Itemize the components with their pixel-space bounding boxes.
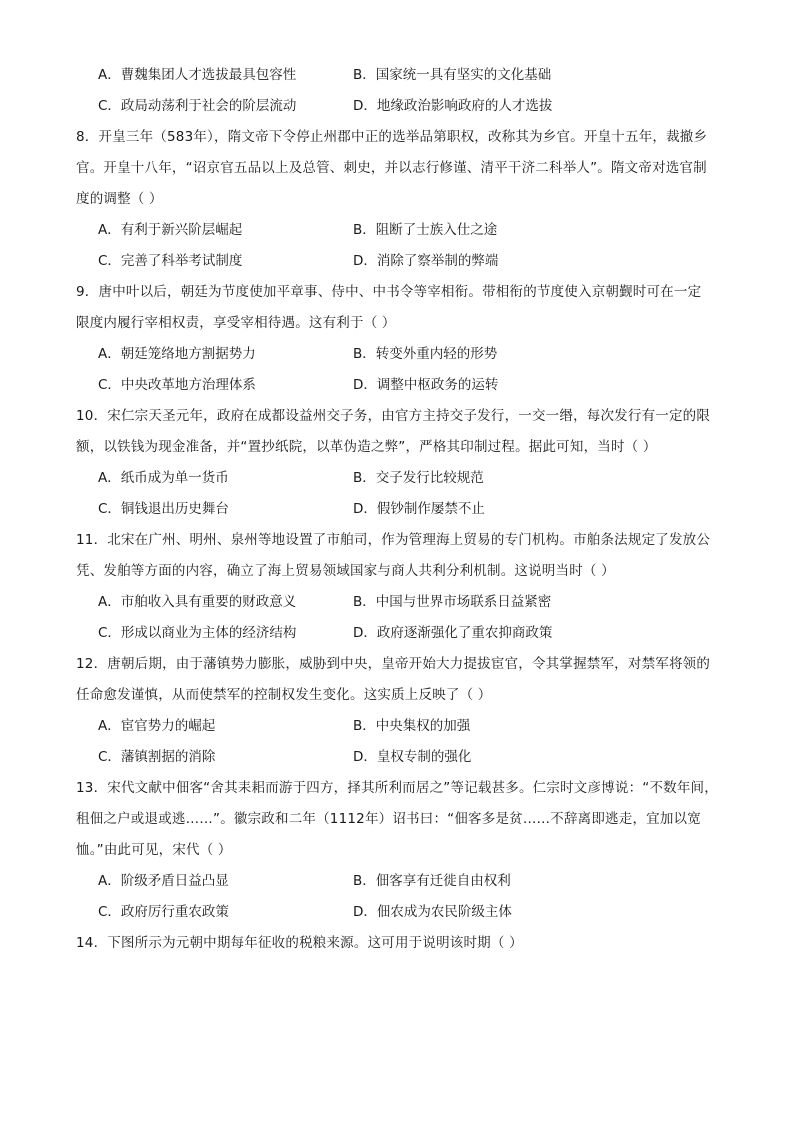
- option-d: D．调整中枢政务的运转: [353, 377, 499, 393]
- question-stem-line: 11．北宋在广州、明州、泉州等地设置了市舶司，作为管理海上贸易的专门机构。市舶条法规定了发放公: [76, 532, 711, 548]
- option-row: [76, 215, 724, 246]
- option-a: A．市舶收入具有重要的财政意义: [98, 594, 297, 610]
- question-13: [76, 773, 724, 928]
- question-stem-line: 度的调整（ ）: [76, 191, 163, 207]
- question-stem-line: 12．唐朝后期，由于藩镇势力膨胀，威胁到中央，皇帝开始大力提拔宦官，令其掌握禁军，对禁军将领的: [76, 656, 711, 672]
- question-8: [76, 122, 724, 277]
- question-stem-line: 10．宋仁宗天圣元年，政府在成都设益州交子务，由官方主持交子发行，一交一缗，每次发行有一定的限: [76, 408, 711, 424]
- option-c: C．藩镇割据的消除: [98, 749, 216, 765]
- option-b: B．佃客享有迁徙自由权利: [353, 873, 511, 889]
- option-b: B．交子发行比较规范: [353, 470, 484, 486]
- option-row: [76, 618, 724, 649]
- option-d: D．政府逐渐强化了重农抑商政策: [353, 625, 553, 641]
- option-c: C．政局动荡利于社会的阶层流动: [98, 98, 297, 114]
- question-14: [76, 928, 724, 959]
- exam-page: [76, 60, 724, 959]
- option-row: [76, 742, 724, 773]
- question-9: [76, 277, 724, 401]
- option-b: B．阻断了士族入仕之途: [353, 222, 498, 238]
- option-a: A．纸币成为单一货币: [98, 470, 229, 486]
- option-d: D．佃农成为农民阶级主体: [353, 904, 512, 920]
- question-7: [76, 60, 724, 122]
- option-row: [76, 866, 724, 897]
- option-a: A．朝廷笼络地方割据势力: [98, 346, 256, 362]
- question-stem-line: 9．唐中叶以后，朝廷为节度使加平章事、侍中、中书令等宰相衔。带相衔的节度使入京朝觐时可在一定: [76, 284, 702, 300]
- option-row: [76, 897, 724, 928]
- option-d: D．皇权专制的强化: [353, 749, 472, 765]
- option-c: C．完善了科举考试制度: [98, 253, 243, 269]
- option-row: [76, 463, 724, 494]
- option-d: D．地缘政治影响政府的人才选拔: [353, 98, 553, 114]
- option-c: C．政府厉行重农政策: [98, 904, 229, 920]
- option-d: D．假钞制作屡禁不止: [353, 501, 485, 517]
- option-c: C．中央改革地方治理体系: [98, 377, 256, 393]
- question-stem-line: 凭、发舶等方面的内容，确立了海上贸易领域国家与商人共利分利机制。这说明当时（ ）: [76, 563, 615, 579]
- option-row: [76, 246, 724, 277]
- option-row: [76, 494, 724, 525]
- option-row: [76, 60, 724, 91]
- option-d: D．消除了察举制的弊端: [353, 253, 499, 269]
- option-b: B．国家统一具有坚实的文化基础: [353, 67, 552, 83]
- option-a: A．宦官势力的崛起: [98, 718, 216, 734]
- question-10: [76, 401, 724, 525]
- question-stem-line: 13．宋代文献中佃客“舍其耒耜而游于四方，择其所利而居之”等记载甚多。仁宗时文彦博说：“不数年间，: [76, 780, 718, 796]
- question-stem-line: 额，以铁钱为现金准备，并“置抄纸院，以革伪造之弊”，严格其印制过程。据此可知，当时（ ）: [76, 439, 657, 455]
- option-row: [76, 339, 724, 370]
- option-c: C．形成以商业为主体的经济结构: [98, 625, 297, 641]
- question-stem-line: 恤。”由此可见，宋代（ ）: [76, 842, 232, 858]
- option-row: [76, 587, 724, 618]
- question-11: [76, 525, 724, 649]
- question-stem-line: 8．开皇三年（583年），隋文帝下令停止州郡中正的选举品第职权，改称其为乡官。开皇十五年，裁撤乡: [76, 129, 708, 145]
- option-b: B．转变外重内轻的形势: [353, 346, 498, 362]
- question-stem-line: 官。开皇十八年，“诏京官五品以上及总管、刺史，并以志行修谨、清平干济二科举人”。隋文帝对选官制: [76, 160, 707, 176]
- question-12: [76, 649, 724, 773]
- question-stem-line: 14．下图所示为元朝中期每年征收的税粮来源。这可用于说明该时期（ ）: [76, 935, 523, 951]
- option-a: A．曹魏集团人才选拔最具包容性: [98, 67, 297, 83]
- option-a: A．阶级矛盾日益凸显: [98, 873, 229, 889]
- option-a: A．有利于新兴阶层崛起: [98, 222, 243, 238]
- option-b: B．中国与世界市场联系日益紧密: [353, 594, 552, 610]
- option-row: [76, 711, 724, 742]
- option-row: [76, 91, 724, 122]
- question-stem-line: 租佃之户或退或逃……”。徽宗政和二年（1112年）诏书曰：“佃客多是贫……不辞离即逃走，宜加以宽: [76, 811, 701, 827]
- option-c: C．铜钱退出历史舞台: [98, 501, 229, 517]
- option-row: [76, 370, 724, 401]
- option-b: B．中央集权的加强: [353, 718, 471, 734]
- question-stem-line: 任命愈发谨慎，从而使禁军的控制权发生变化。这实质上反映了（ ）: [76, 687, 492, 703]
- question-stem-line: 限度内履行宰相权责，享受宰相待遇。这有利于（ ）: [76, 315, 396, 331]
